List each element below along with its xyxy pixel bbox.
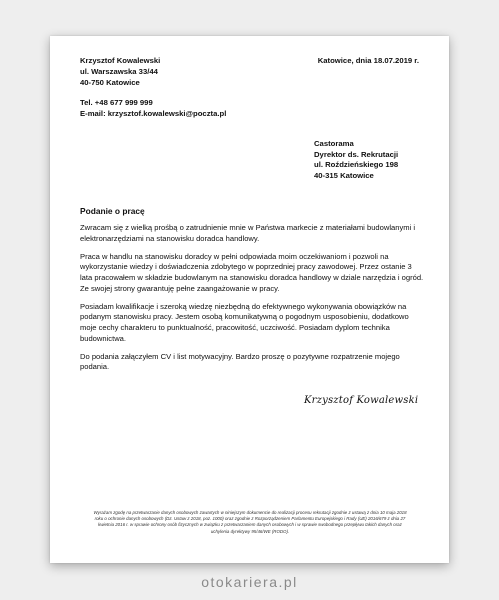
body-paragraph: Praca w handlu na stanowisku doradcy w pełni odpowiada moim oczekiwaniom i pozwoli na wykorzystanie wiedzy i doświadczenia zdobytego w poprzedniej pracy zawodowej. Przez ostanie 3 lata pracowałem w składzie budowlanym na stanowisku doradca handlowy w dziale narzędzia i ogród. Ze swojej strony gwarantuję pełne zaangażowanie w pracy. [80,251,424,293]
recipient-company: Castorama [314,139,354,148]
letter-page [50,36,449,563]
sender-city: 40-750 Katowice [80,77,140,87]
recipient-street: ul. Roździeńskiego 198 [314,160,399,170]
brand-watermark: otokariera.pl [201,574,298,590]
sender-street: ul. Warszawska 33/44 [80,66,158,76]
recipient-block [314,139,398,181]
letter-body [80,223,425,381]
body-paragraph: Zwracam się z wielką prośbą o zatrudnienie mnie w Państwa markecie z materiałami budowlanymi i elektronarzędziami na stanowisku doradca handlowy. [80,223,416,243]
body-paragraph: Do podania załączyłem CV i list motywacyjny. Bardzo proszę o pozytywne rozpatrzenie mojego podania. [80,351,400,372]
sender-email: E-mail: krzysztof.kowalewski@poczta.pl [80,109,227,119]
body-paragraph: Posiadam kwalifikacje i szeroką wiedzę niezbędną do efektywnego wykonywania obowiązków na podanym stanowisku pracy. Jestem osobą komunikatywną o pogodnym usposobieniu, dodatkowo moje cechy charakteru to punktualność, pracowitość, uczciwość. Posiadam dyplom technika budownictwa. [80,301,409,343]
sender-block [80,56,226,120]
gdpr-consent-clause: Wyrażam zgodę na przetwarzanie danych osobowych zawartych w niniejszym dokumencie do realizacji procesu rekrutacji zgodnie z ustawą z dnia 10 maja 2018 roku o ochronie danych osobowych (Dz. Ustaw z 2018, poz. 1000) oraz zgodnie z Rozporządzeniem Parlamentu Europejskiego i Rady (UE) 2016/679 z dnia 27 kwietnia 2016 r. w sprawie ochrony osób fizycznych w związku z przetwarzaniem danych osobowych i w sprawie swobodnego przepływu takich danych oraz uchylenia dyrektywy 95/46/WE (RODO). [93,510,407,534]
sender-phone: Tel. +48 677 999 999 [80,98,153,108]
handwritten-signature: Krzysztof Kowalewski [304,395,419,406]
sender-name: Krzysztof Kowalewski [80,56,161,65]
recipient-position: Dyrektor ds. Rekrutacji [314,149,399,159]
recipient-city: 40-315 Katowice [314,170,374,180]
letter-date: Katowice, dnia 18.07.2019 r. [317,56,419,65]
letter-subject: Podanie o pracę [80,206,145,216]
